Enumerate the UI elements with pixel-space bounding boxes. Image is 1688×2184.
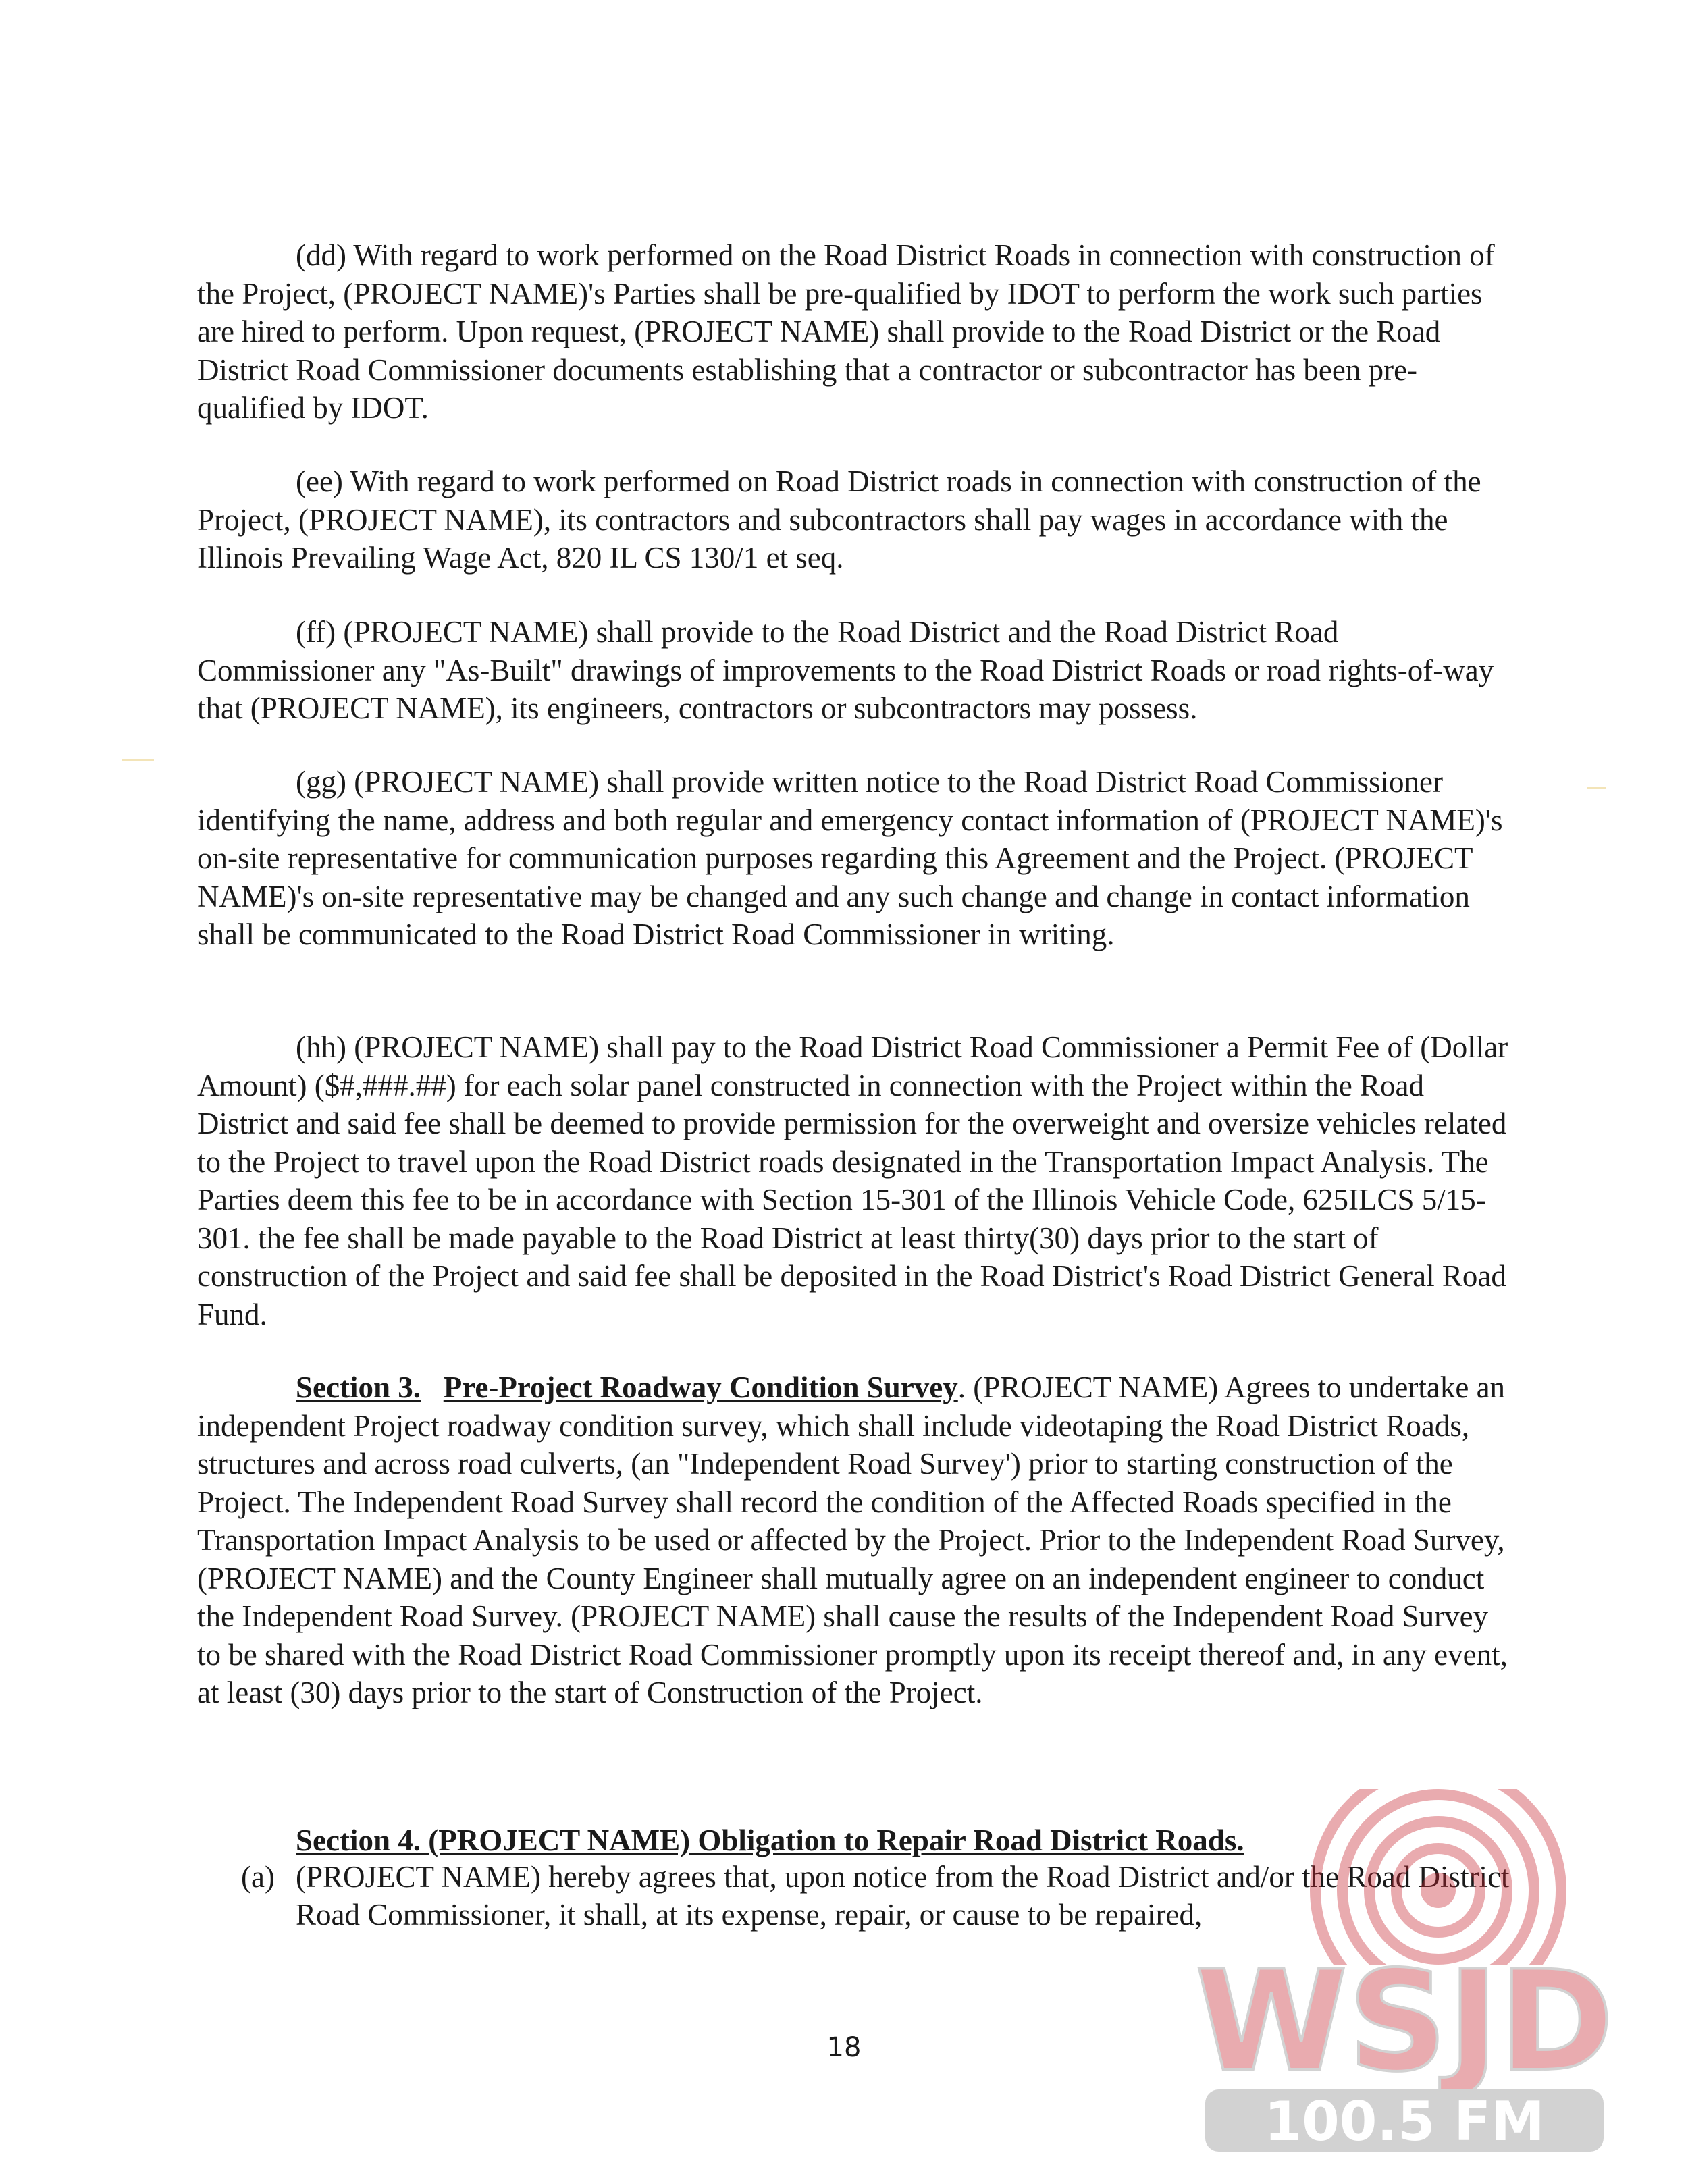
watermark-call-sign: WSJD — [1194, 1942, 1614, 2102]
paragraph-ff-text: (ff) (PROJECT NAME) shall provide to the Road District and the Road District Road Commissioner any "As-Built" drawings of improvements to the Road District Roads or road rights-of-way that (PROJECT NAME), its engineers, contractors or subcontractors may possess. — [197, 615, 1494, 725]
scan-mark-left — [122, 759, 154, 761]
paragraph-hh-text: (hh) (PROJECT NAME) shall pay to the Road District Road Commissioner a Permit Fee of (Dollar Amount) ($#,###.##) for each solar panel constructed in connection with the Project within the Road District and said fee shall be deemed to provide permission for the overweight and oversize vehicles related to the Project to travel upon the Road District roads designated in the Transportation Impact Analysis. The Parties deem this fee to be in accordance with Section 15-301 of the Illinois Vehicle Code, 625ILCS 5/15-301. the fee shall be made payable to the Road District at least thirty(30) days prior to the start of construction of the Project and said fee shall be deposited in the Road District's Road District General Road Fund. — [197, 1030, 1508, 1331]
section-3 — [197, 1368, 1514, 1712]
paragraph-gg-text: (gg) (PROJECT NAME) shall provide written notice to the Road District Road Commissioner identifying the name, address and both regular and emergency contact information of (PROJECT NAME)'s on-site representative for communication purposes regarding this Agreement and the Project. (PROJECT NAME)'s on-site representative may be changed and any such change and change in contact information shall be communicated to the Road District Road Commissioner in writing. — [197, 765, 1503, 951]
page-number: 18 — [826, 2032, 862, 2063]
item-a-label: (a) — [241, 1860, 275, 1894]
paragraph-ff — [197, 613, 1514, 728]
section-3-title: Pre-Project Roadway Condition Survey — [443, 1370, 958, 1404]
paragraph-ee — [197, 462, 1514, 577]
station-watermark — [1141, 1789, 1668, 2167]
watermark-frequency: 100.5 FM — [1264, 2090, 1545, 2153]
paragraph-ee-text: (ee) With regard to work performed on Road District roads in connection with construction of the Project, (PROJECT NAME), its contractors and subcontractors shall pay wages in accordance with the Illinois Prevailing Wage Act, 820 IL CS 130/1 et seq. — [197, 464, 1481, 575]
paragraph-hh — [197, 1028, 1514, 1333]
scan-mark-right — [1587, 787, 1606, 789]
section-4-heading: Section 4. (PROJECT NAME) Obligation to Repair Road District Roads. — [296, 1823, 1244, 1857]
section-3-paragraph — [197, 1368, 1514, 1712]
paragraph-gg — [197, 763, 1514, 954]
paragraph-dd — [197, 236, 1514, 427]
section-3-body: . (PROJECT NAME) Agrees to undertake an independent Project roadway condition survey, which shall include videotaping the Road District Roads, structures and across road culverts, (an "Independent Road Survey') prior to starting construction of the Project. The Independent Road Survey shall record the condition of the Affected Roads specified in the Transportation Impact Analysis to be used or affected by the Project. Prior to the Independent Road Survey, (PROJECT NAME) and the County Engineer shall mutually agree on an independent engineer to conduct the Independent Road Survey. (PROJECT NAME) shall cause the results of the Independent Road Survey to be shared with the Road District Road Commissioner promptly upon its receipt thereof and, in any event, at least (30) days prior to the start of Construction of the Project. — [197, 1370, 1508, 1709]
paragraph-dd-text: (dd) With regard to work performed on the Road District Roads in connection with construction of the Project, (PROJECT NAME)'s Parties shall be pre-qualified by IDOT to perform the work such parties are hired to perform. Upon request, (PROJECT NAME) shall provide to the Road District or the Road District Road Commissioner documents establishing that a contractor or subcontractor has been pre-qualified by IDOT. — [197, 238, 1495, 425]
item-a-text: (PROJECT NAME) hereby agrees that, upon notice from the Road District and/or the Road District Road Commissioner, it shall, at its expense, repair, or cause to be repaired, — [296, 1860, 1510, 1932]
section-3-label: Section 3. — [296, 1370, 421, 1404]
